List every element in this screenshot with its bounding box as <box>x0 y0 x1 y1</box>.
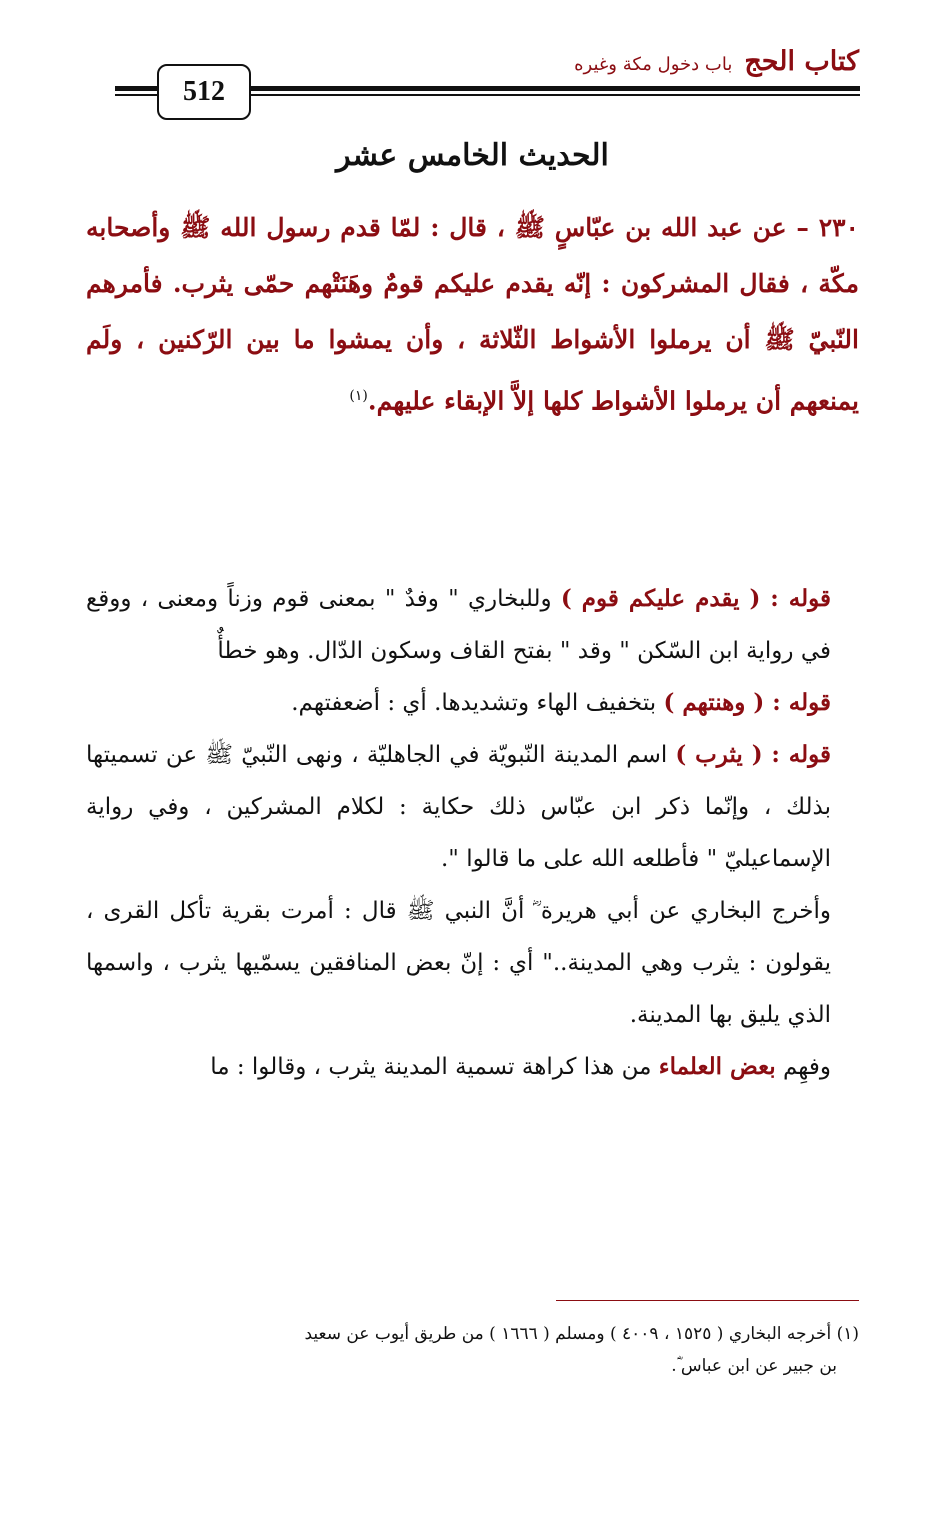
chapter-title: باب دخول مكة وغيره <box>574 54 733 75</box>
hadith-text-block <box>86 200 859 429</box>
commentary-text: بتخفيف الهاء وتشديدها. أي : أضعفتهم. <box>291 690 664 716</box>
header-rule-left-thick <box>115 86 157 91</box>
header-rule-left-thin <box>115 94 157 96</box>
lemma: قوله : ( يقدم عليكم قوم ) <box>560 585 831 612</box>
page-header <box>0 0 945 130</box>
commentary-block <box>86 573 859 1093</box>
footnote-block <box>86 1318 859 1382</box>
footnote-line-1: (١) أخرجه البخاري ( ١٥٢٥ ، ٤٠٠٩ ) ومسلم ( ١٦٦٦ ) من طريق أيوب عن سعيد <box>304 1324 859 1344</box>
commentary-paragraph-2 <box>86 677 859 729</box>
commentary-text: اسم المدينة النّبويّة في الجاهليّة ، ونهى النّبيّ ﷺ عن تسميتها بذلك ، وإنّما ذكر ابن عبّاس ذلك حكاية : لكلام المشركين ، وفي رواية الإسماعيليّ " فأطلعه الله على ما قالوا ". <box>86 742 831 872</box>
highlighted-phrase: بعض العلماء <box>658 1053 776 1080</box>
commentary-paragraph-4 <box>86 885 859 1041</box>
commentary-paragraph-3 <box>86 729 859 885</box>
book-title: كتاب الحج <box>744 46 859 77</box>
running-head <box>574 46 859 82</box>
lemma: قوله : ( وهنتهم ) <box>663 689 831 716</box>
footnote-reference: (١) <box>349 388 368 404</box>
commentary-text: من هذا كراهة تسمية المدينة يثرب ، وقالوا : ما <box>210 1054 659 1080</box>
hadith-text: ٢٣٠ – عن عبد الله بن عبّاسٍ ﷺ ، قال : لمّا قدم رسول الله ﷺ وأصحابه مكّة ، فقال المشركون : إنّه يقدم عليكم قومٌ وهَنَتْهم حمّى يثرب. فأمرهم النّبيّ ﷺ أن يرملوا الأشواط الثّلاثة ، وأن يمشوا ما بين الرّكنين ، ولَم يمنعهم أن يرملوا الأشواط كلها إلاَّ الإبقاء عليهم. <box>86 213 859 416</box>
header-rule-thick <box>248 86 860 91</box>
footnote-line-2: بن جبير عن ابن عباس ؓ. <box>671 1356 837 1376</box>
commentary-text: وأخرج البخاري عن أبي هريرة ؓ أنَّ النبي ﷺ قال : أمرت بقرية تأكل القرى ، يقولون : يثرب وهي المدينة.." أي : إنّ بعض المنافقين يسمّيها يثرب ، واسمها الذي يليق بها المدينة. <box>86 898 831 1028</box>
lemma: قوله : ( يثرب ) <box>675 741 831 768</box>
page-number: 512 <box>157 64 251 120</box>
commentary-text: وللبخاري " وفدٌ " بمعنى قوم وزناً ومعنى ، ووقع في رواية ابن السّكن " وقد " بفتح القاف وسكون الدّال. وهو خطأٌ <box>86 586 831 664</box>
commentary-paragraph-5 <box>86 1041 859 1093</box>
footnote-rule <box>556 1300 859 1301</box>
commentary-paragraph-1 <box>86 573 859 677</box>
hadith-paragraph <box>86 200 859 429</box>
section-heading: الحديث الخامس عشر <box>336 138 609 173</box>
header-rule-thin <box>248 94 860 96</box>
commentary-text: وفهِم <box>775 1054 831 1080</box>
